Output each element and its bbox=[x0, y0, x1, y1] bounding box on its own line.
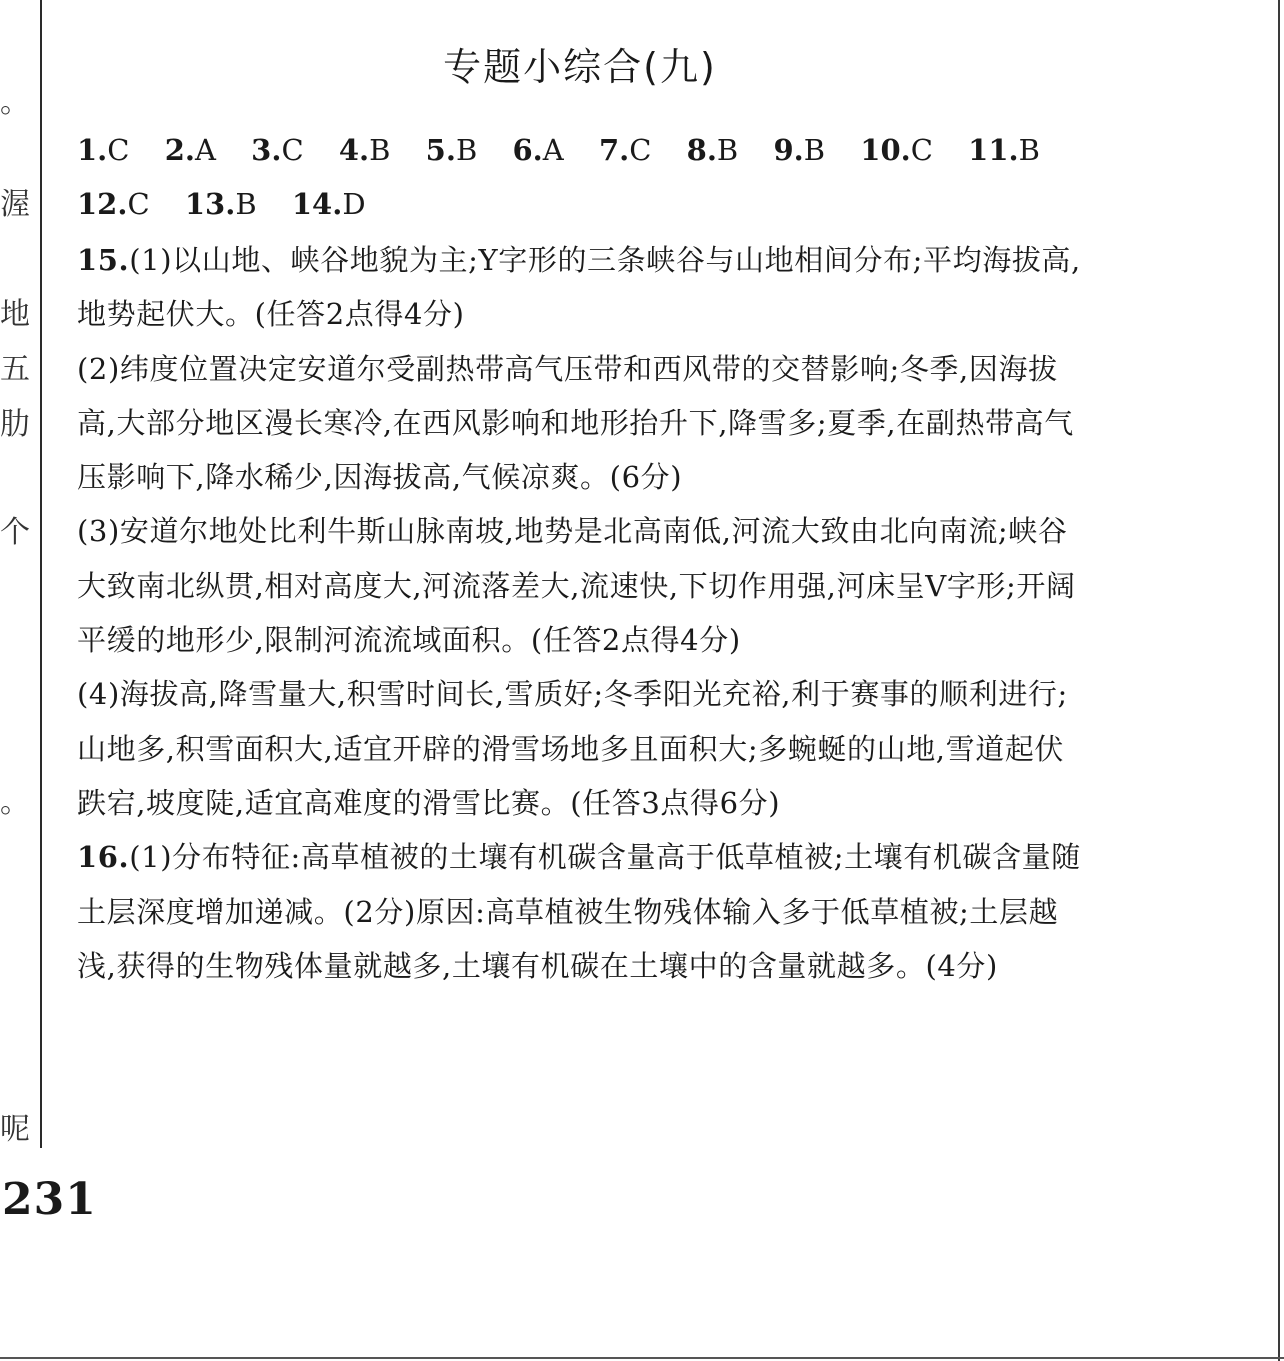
q16-part1: 16.(1)分布特征:高草植被的土壤有机碳含量高于低草植被;土壤有机碳含量随土层深度增加递减。(2分)原因:高草植被生物残体输入多于低草植被;土层越浅,获得的生物残体量就越多,土壤有机碳在土壤中的含量就越多。(4分) bbox=[77, 840, 1081, 983]
mc-answer: 11.B bbox=[968, 133, 1040, 167]
page-number: 231 bbox=[2, 1174, 97, 1225]
q15-part1: 15.(1)以山地、峡谷地貌为主;Y字形的三条峡谷与山地相间分布;平均海拔高,地势起伏大。(任答2点得4分) bbox=[77, 243, 1081, 332]
mc-answer: 10.C bbox=[860, 133, 933, 167]
mc-answer: 12.C bbox=[77, 187, 150, 221]
question-number: 16. bbox=[77, 840, 130, 875]
q15-part3: (3)安道尔地处比利牛斯山脉南坡,地势是北高南低,河流大致由北向南流;峡谷大致南北纵贯,相对高度大,河流落差大,流速快,下切作用强,河床呈V字形;开阔平缓的地形少,限制河流流域面积。(任答2点得4分) bbox=[77, 514, 1076, 658]
q15-part4: (4)海拔高,降雪量大,积雪时间长,雪质好;冬季阳光充裕,利于赛事的顺利进行;山地多,积雪面积大,适宜开辟的滑雪场地多且面积大;多蜿蜒的山地,雪道起伏跌宕,坡度陡,适宜高难度的滑雪比赛。(任答3点得6分) bbox=[77, 677, 1068, 820]
mc-answers-row-2 bbox=[77, 184, 392, 224]
mc-answer: 5.B bbox=[425, 133, 478, 167]
margin-glyph: 个 bbox=[0, 515, 30, 550]
margin-glyph: 地 bbox=[0, 297, 30, 332]
q15-part2: (2)纬度位置决定安道尔受副热带高气压带和西风带的交替影响;冬季,因海拔高,大部分地区漫长寒冷,在西风影响和地形抬升下,降雪多;夏季,在副热带高气压影响下,降水稀少,因海拔高,气候凉爽。(6分) bbox=[77, 351, 1074, 495]
question-number: 15. bbox=[77, 243, 130, 277]
margin-glyph: 五 bbox=[0, 352, 30, 387]
margin-glyph: 肋 bbox=[0, 407, 30, 442]
margin-glyph: 。 bbox=[0, 85, 30, 120]
mc-answer: 9.B bbox=[773, 133, 826, 167]
mc-answer: 8.B bbox=[686, 133, 739, 167]
mc-answer: 14.D bbox=[291, 187, 366, 221]
margin-glyph: 呢 bbox=[0, 1112, 30, 1147]
mc-answer: 6.A bbox=[512, 133, 564, 167]
margin-glyph: 渥 bbox=[0, 187, 30, 222]
mc-answer: 13.B bbox=[184, 187, 257, 221]
mc-answer: 7.C bbox=[598, 133, 652, 167]
mc-answer: 2.A bbox=[164, 133, 216, 167]
answer-content bbox=[77, 233, 1087, 993]
bottom-page-edge bbox=[0, 1357, 1284, 1359]
mc-answer: 4.B bbox=[338, 133, 391, 167]
mc-answer: 1.C bbox=[77, 133, 130, 167]
mc-answers-row-1 bbox=[77, 130, 1066, 170]
right-page-edge bbox=[1278, 0, 1280, 1361]
margin-glyph: 。 bbox=[0, 785, 30, 820]
mc-answer: 3.C bbox=[251, 133, 304, 167]
left-margin-rule bbox=[40, 0, 42, 1148]
section-title: 专题小综合(九) bbox=[443, 45, 717, 89]
